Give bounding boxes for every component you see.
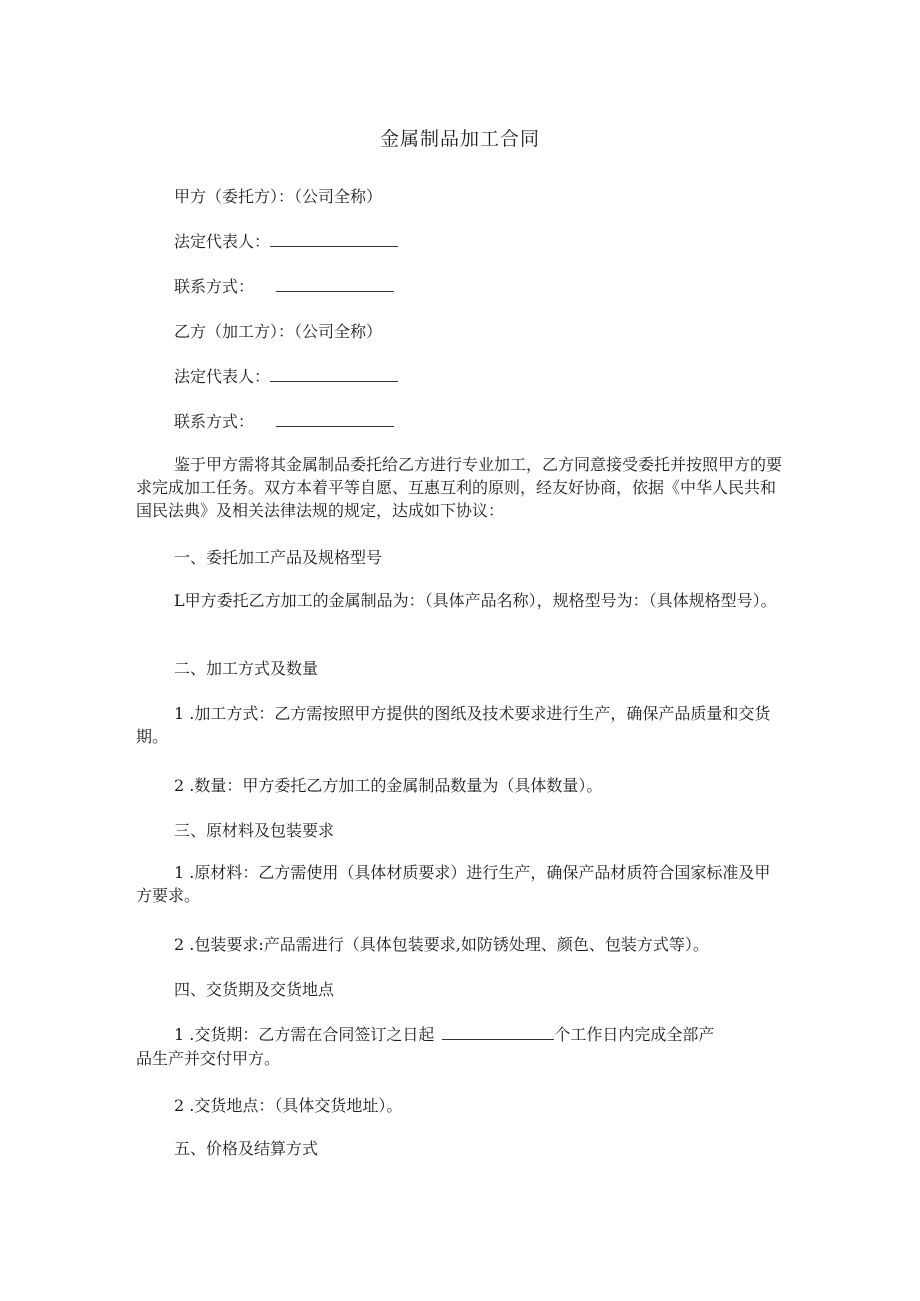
party-b-contact-blank: [276, 412, 394, 427]
preamble-paragraph: 鉴于甲方需将其金属制品委托给乙方进行专业加工，乙方同意接受委托并按照甲方的要求完成加工任务。双方本着平等自愿、互惠互利的原则，经友好协商，依据《中华人民共和国民法典》及相关法律法规的规定，达成如下协议：: [136, 455, 783, 520]
section-3-heading: 三、原材料及包装要求: [174, 821, 335, 840]
section-5-heading: 五、价格及结算方式: [174, 1139, 319, 1158]
party-b-rep-blank: [270, 367, 398, 382]
section-2-item-1: 1 .加工方式：乙方需按照甲方提供的图纸及技术要求进行生产，确保产品质量和交货期。: [136, 704, 771, 746]
party-b-contact: [174, 409, 394, 432]
section-1-heading: 一、委托加工产品及规格型号: [174, 548, 383, 567]
section-4-item-1-end: 个工作日内完成全部产: [554, 1025, 715, 1044]
section-3-item-1: 1 .原材料：乙方需使用（具体材质要求）进行生产，确保产品材质符合国家标准及甲方要求。: [136, 863, 771, 905]
section-2-item-2: 2 .数量：甲方委托乙方加工的金属制品数量为（具体数量）。: [174, 776, 603, 795]
section-4-item-2: 2 .交货地点：（具体交货地址）。: [174, 1096, 403, 1115]
party-a-rep-label: 法定代表人：: [174, 232, 271, 251]
party-a-contact-label: 联系方式：: [174, 277, 255, 296]
party-a-contact-blank: [276, 277, 394, 292]
party-b-label: 乙方（加工方）：（公司全称）: [174, 322, 383, 341]
section-4-heading: 四、交货期及交货地点: [174, 980, 335, 999]
party-a-contact: [174, 274, 394, 297]
section-4-item-1: [174, 1022, 714, 1045]
section-4-item-1-cont: 品生产并交付甲方。: [136, 1049, 281, 1068]
party-b-rep-label: 法定代表人：: [174, 367, 271, 386]
section-3-item-2: 2 .包装要求:产品需进行（具体包装要求,如防锈处理、颜色、包装方式等）。: [174, 935, 709, 954]
party-a-rep-blank: [270, 232, 398, 247]
delivery-days-blank: [442, 1025, 554, 1040]
page-title: 金属制品加工合同: [379, 128, 540, 150]
section-1-item-1: L甲方委托乙方加工的金属制品为：（具体产品名称），规格型号为：（具体规格型号）。: [174, 591, 777, 610]
party-a-rep: [174, 229, 398, 252]
section-2-heading: 二、加工方式及数量: [174, 659, 319, 678]
party-b-contact-label: 联系方式：: [174, 412, 255, 431]
party-a-label: 甲方（委托方）：（公司全称）: [174, 187, 383, 206]
party-b-rep: [174, 364, 398, 387]
section-4-item-1-start: 1 .交货期：乙方需在合同签订之日起: [174, 1025, 435, 1044]
